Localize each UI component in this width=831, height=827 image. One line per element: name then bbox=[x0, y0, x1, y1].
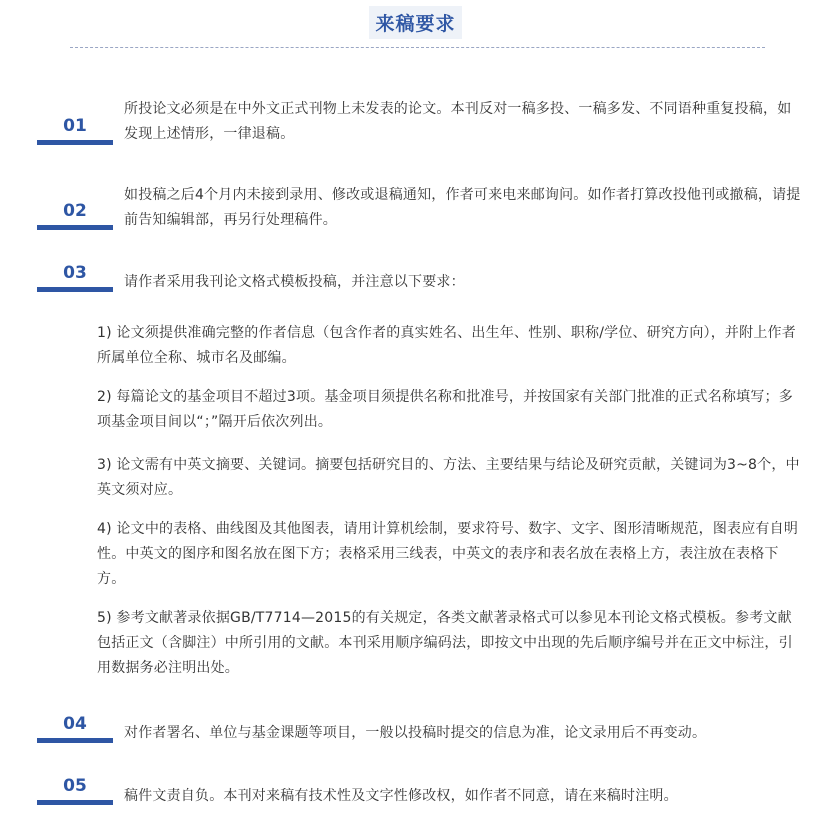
item-number-label: 02 bbox=[63, 201, 87, 221]
item-text-04: 对作者署名、单位与基金课题等项目，一般以投稿时提交的信息为准，论文录用后不再变动。 bbox=[124, 725, 707, 741]
number-underline bbox=[37, 225, 113, 230]
number-underline bbox=[37, 140, 113, 145]
header bbox=[0, 6, 831, 39]
item-number-03 bbox=[37, 263, 113, 292]
item-text-03: 请作者采用我刊论文格式模板投稿，并注意以下要求： bbox=[124, 274, 465, 290]
item-number-02 bbox=[37, 201, 113, 230]
requirement-1: 1) 论文须提供准确完整的作者信息（包含作者的真实姓名、出生年、性别、职称/学位、研究方向），并附上作者所属单位全称、城市名及邮编。 bbox=[97, 325, 796, 366]
item-number-01 bbox=[37, 116, 113, 145]
item-text-05: 稿件文责自负。本刊对来稿有技术性及文字性修改权，如作者不同意，请在来稿时注明。 bbox=[124, 788, 678, 804]
item-number-label: 03 bbox=[63, 263, 87, 283]
title-divider bbox=[70, 47, 765, 48]
number-underline bbox=[37, 287, 113, 292]
item-number-label: 04 bbox=[63, 714, 87, 734]
item-text-01: 所投论文必须是在中外文正式刊物上未发表的论文。本刊反对一稿多投、一稿多发、不同语种重复投稿，如发现上述情形，一律退稿。 bbox=[124, 101, 792, 142]
item-number-05 bbox=[37, 776, 113, 805]
requirement-5: 5) 参考文献著录依据GB/T7714—2015的有关规定，各类文献著录格式可以参见本刊论文格式模板。参考文献包括正文（含脚注）中所引用的文献。本刊采用顺序编码法，即按文中出现的先后顺序编号并在正文中标注，引用数据务必注明出处。 bbox=[97, 610, 793, 676]
item-number-label: 05 bbox=[63, 776, 87, 796]
number-underline bbox=[37, 800, 113, 805]
requirement-4: 4) 论文中的表格、曲线图及其他图表，请用计算机绘制，要求符号、数字、文字、图形清晰规范，图表应有自明性。中英文的图序和图名放在图下方；表格采用三线表，中英文的表序和表名放在表格上方，表注放在表格下方。 bbox=[97, 521, 799, 587]
item-text-02: 如投稿之后4个月内未接到录用、修改或退稿通知，作者可来电来邮询问。如作者打算改投他刊或撤稿，请提前告知编辑部，再另行处理稿件。 bbox=[124, 187, 801, 228]
item-number-04 bbox=[37, 714, 113, 743]
page-title: 来稿要求 bbox=[369, 6, 461, 39]
item-number-label: 01 bbox=[63, 116, 87, 136]
requirement-3: 3) 论文需有中英文摘要、关键词。摘要包括研究目的、方法、主要结果与结论及研究贡献，关键词为3~8个，中英文须对应。 bbox=[97, 457, 800, 498]
number-underline bbox=[37, 738, 113, 743]
requirement-2: 2) 每篇论文的基金项目不超过3项。基金项目须提供名称和批准号，并按国家有关部门批准的正式名称填写；多项基金项目间以“；”隔开后依次列出。 bbox=[97, 389, 793, 430]
